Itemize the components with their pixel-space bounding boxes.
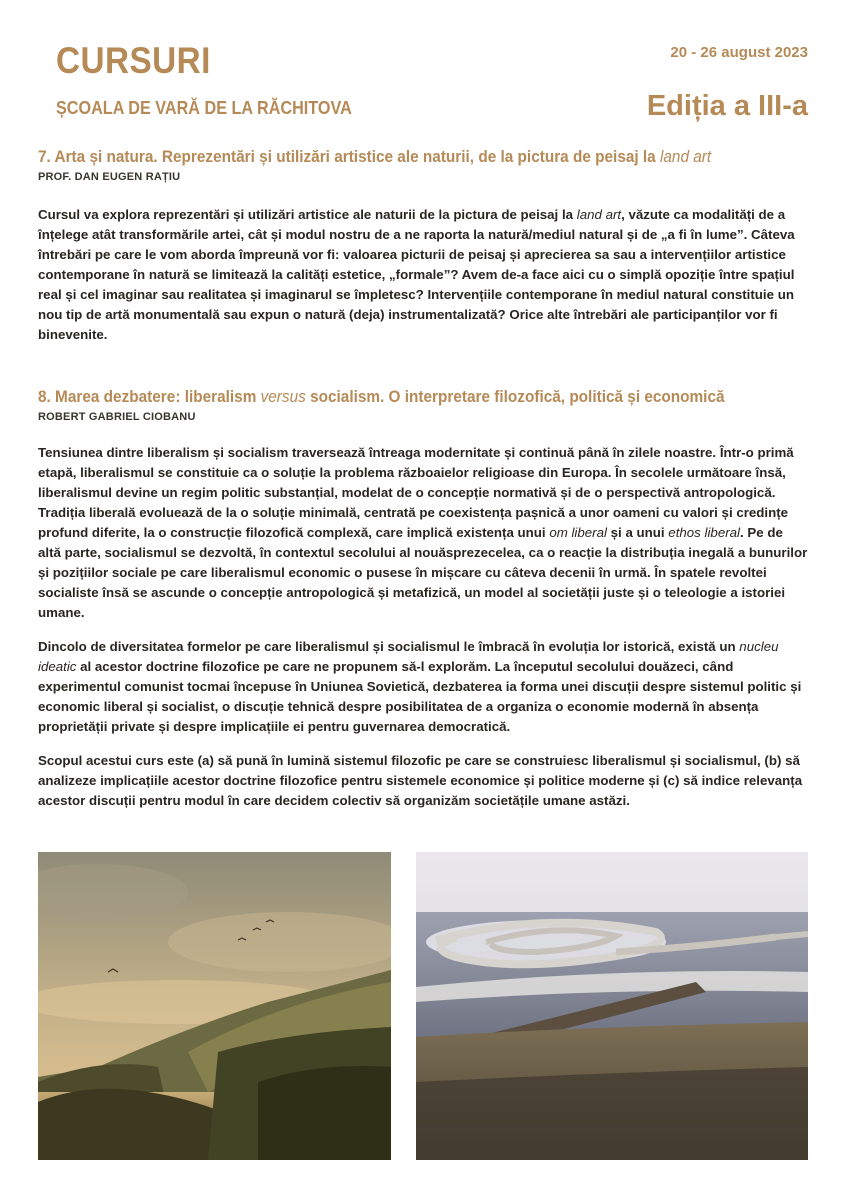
course-8-paragraph-2: Dincolo de diversitatea formelor pe care liberalismul și socialismul le îmbracă în evoluția lor istorică, există un nucleu ideatic al acestor doctrine filozofice pe care ne propunem să-l explorăm. La începutul secolului douăzeci, când experimentul comunist tocmai începuse în Uniunea Sovietică, dezbaterea ia forma unei discuții despre sistemul politic și economic liberal și socialist, o discuție tehnică despre posibilitatea de a organiza o economie modernă în absența proprietății private și despre implicațiile ei pentru guvernarea democratică. [38, 639, 802, 734]
page-subtitle: ȘCOALA DE VARĂ DE LA RĂCHITOVA [56, 98, 352, 118]
edition-label: Ediția a III-a [646, 90, 808, 122]
course-7-description: Cursul va explora reprezentări și utilizări artistice ale naturii de la pictura de peisaj la land art, văzute ca modalități de a înțelege atât transformările artei, cât și modul nostru de a ne raporta la natură/mediul natural și de „a fi în lume”. Câteva întrebări pe care le vom aborda împreună vor fi: valoarea picturii de peisaj și aprecierea sa sau a intervențiilor artistice contemporane în natură se limitează la calități estetice, „formale”? Avem de-a face aici cu o simplă opoziție între spațiul real și cel imaginar sau realitatea și imaginarul se împletesc? Intervențiile contemporane în mediul natural constituie un nou tip de artă monumentală sau expun o natură (deja) instrumentalizată? Orice alte întrebări ale participanților vor fi binevenite. [38, 207, 795, 342]
page-title: CURSURI [56, 40, 211, 81]
landscape-painting-graphic [38, 852, 391, 1160]
course-8-author: ROBERT GABRIEL CIOBANU [38, 411, 196, 423]
spiral-jetty-graphic [416, 852, 808, 1160]
course-8-title: 8. Marea dezbatere: liberalism versus socialism. O interpretare filozofică, politică și economică [38, 388, 725, 406]
landscape-painting-image [38, 852, 391, 1160]
course-8-paragraph-1: Tensiunea dintre liberalism și socialism traversează întreaga modernitate și continuă până în zilele noastre. Într-o primă etapă, liberalismul se constituie ca o soluție la problema războaielor religioase din Europa. În secolele următoare însă, liberalismul devine un regim politic substanțial, modelat de o concepție normativă și de o perspectivă antropologică. Tradiția liberală evoluează de la o soluție minimală, centrată pe coexistența pașnică a unor oameni cu valori și credințe profund diferite, la o construcție filozofică complexă, care implică existența unui om liberal și a unui ethos liberal. Pe de altă parte, socialismul se dezvoltă, în contextul secolului al nouăsprezecelea, ca o reacție la distribuția inegală a bunurilor și pozițiilor sociale pe care liberalismul economic o pusese în mișcare cu câteva decenii în urmă. În spatele revoltei socialiste însă se ascunde o concepție antropologică și metafizică, un model al societății juste și o teleologie a istoriei umane. [38, 445, 808, 620]
course-8-section [38, 388, 808, 811]
course-7-title: 7. Arta și natura. Reprezentări și utilizări artistice ale naturii, de la pictura de peisaj la land art [38, 148, 712, 166]
course-8-paragraph-3: Scopul acestui curs este (a) să pună în lumină sistemul filozofic pe care se construiesc liberalismul și socialismul, (b) să analizeze implicațiile acestor doctrine filozofice pentru sistemele economice și politice moderne și (c) să indice relevanța acestor discuții pentru modul în care decidem colectiv să organizăm societățile umane astăzi. [38, 753, 803, 808]
course-7-section [38, 148, 808, 345]
course-7-author: PROF. DAN EUGEN RAȚIU [38, 171, 181, 183]
spiral-jetty-photo [416, 852, 808, 1160]
event-date: 20 - 26 august 2023 [670, 44, 808, 61]
